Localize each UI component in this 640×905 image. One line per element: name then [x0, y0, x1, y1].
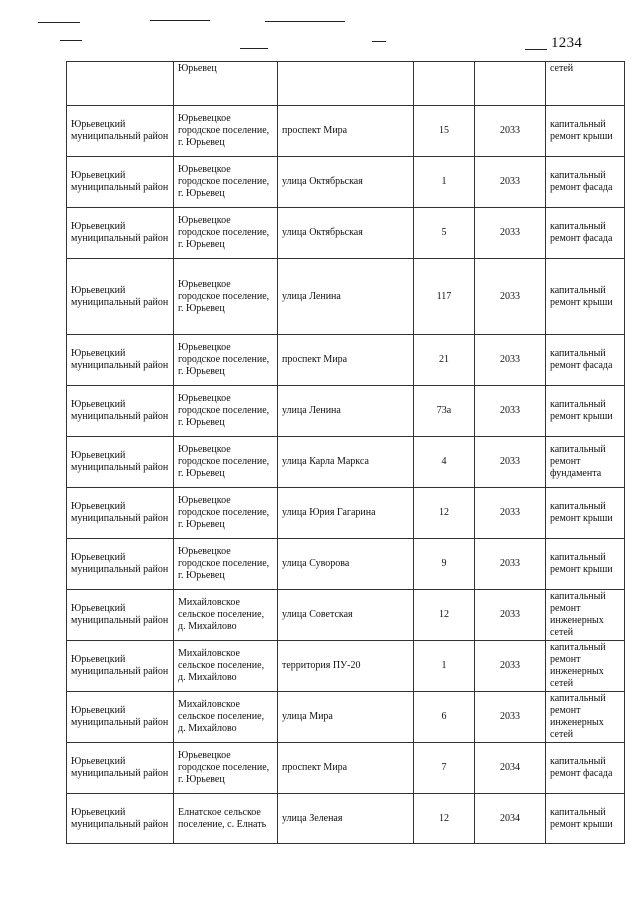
settlement-cell: Юрьевецкое городское поселение, г. Юрьевец	[174, 488, 278, 539]
settlement-cell: Юрьевецкое городское поселение, г. Юрьевец	[174, 743, 278, 794]
house-cell: 12	[414, 590, 475, 641]
repair-schedule-table	[66, 61, 625, 844]
street-cell: улица Ленина	[278, 259, 414, 335]
district-cell: Юрьевецкий муниципальный район	[67, 794, 174, 844]
year-cell: 2033	[475, 590, 546, 641]
street-cell: проспект Мира	[278, 335, 414, 386]
table-row	[67, 386, 625, 437]
year-cell: 2033	[475, 106, 546, 157]
district-cell: Юрьевецкий муниципальный район	[67, 641, 174, 692]
settlement-cell: Юрьевецкое городское поселение, г. Юрьевец	[174, 386, 278, 437]
settlement-cell: Юрьевецкое городское поселение, г. Юрьевец	[174, 259, 278, 335]
work-cell: капитальный ремонт фасада	[546, 743, 625, 794]
house-cell: 9	[414, 539, 475, 590]
street-cell: улица Мира	[278, 692, 414, 743]
district-cell: Юрьевецкий муниципальный район	[67, 488, 174, 539]
work-cell: капитальный ремонт фундамента	[546, 437, 625, 488]
street-cell: улица Советская	[278, 590, 414, 641]
district-cell: Юрьевецкий муниципальный район	[67, 106, 174, 157]
district-cell: Юрьевецкий муниципальный район	[67, 157, 174, 208]
table-row-continued	[67, 62, 625, 106]
settlement-cell: Юрьевецкое городское поселение, г. Юрьевец	[174, 335, 278, 386]
house-cell: 1	[414, 641, 475, 692]
house-cell	[414, 62, 475, 106]
table-row	[67, 437, 625, 488]
street-cell: улица Суворова	[278, 539, 414, 590]
street-cell: улица Октябрьская	[278, 208, 414, 259]
settlement-cell: Юрьевецкое городское поселение, г. Юрьевец	[174, 106, 278, 157]
work-cell: капитальный ремонт инженерных сетей	[546, 692, 625, 743]
house-cell: 1	[414, 157, 475, 208]
year-cell: 2033	[475, 437, 546, 488]
settlement-cell: Юрьевецкое городское поселение, г. Юрьевец	[174, 208, 278, 259]
table-row	[67, 488, 625, 539]
settlement-cell: Михайловское сельское поселение, д. Михайлово	[174, 641, 278, 692]
work-cell: капитальный ремонт крыши	[546, 539, 625, 590]
street-cell: проспект Мира	[278, 106, 414, 157]
table-row	[67, 157, 625, 208]
work-cell: капитальный ремонт инженерных сетей	[546, 641, 625, 692]
street-cell: проспект Мира	[278, 743, 414, 794]
street-cell: улица Зеленая	[278, 794, 414, 844]
year-cell: 2033	[475, 259, 546, 335]
table-row	[67, 259, 625, 335]
house-cell: 5	[414, 208, 475, 259]
table-row	[67, 794, 625, 844]
settlement-cell: Юрьевецкое городское поселение, г. Юрьевец	[174, 437, 278, 488]
house-cell: 21	[414, 335, 475, 386]
street-cell: улица Ленина	[278, 386, 414, 437]
work-cell: сетей	[546, 62, 625, 106]
settlement-cell: Юрьевецкое городское поселение, г. Юрьевец	[174, 539, 278, 590]
district-cell: Юрьевецкий муниципальный район	[67, 335, 174, 386]
table-row	[67, 335, 625, 386]
street-cell: улица Карла Маркса	[278, 437, 414, 488]
district-cell: Юрьевецкий муниципальный район	[67, 539, 174, 590]
work-cell: капитальный ремонт фасада	[546, 335, 625, 386]
settlement-cell: Михайловское сельское поселение, д. Михайлово	[174, 692, 278, 743]
table-row	[67, 208, 625, 259]
district-cell: Юрьевецкий муниципальный район	[67, 692, 174, 743]
work-cell: капитальный ремонт инженерных сетей	[546, 590, 625, 641]
district-cell: Юрьевецкий муниципальный район	[67, 590, 174, 641]
year-cell: 2033	[475, 157, 546, 208]
year-cell: 2033	[475, 539, 546, 590]
work-cell: капитальный ремонт крыши	[546, 259, 625, 335]
house-cell: 15	[414, 106, 475, 157]
scan-artifact-lines	[0, 0, 640, 60]
work-cell: капитальный ремонт фасада	[546, 208, 625, 259]
work-cell: капитальный ремонт фасада	[546, 157, 625, 208]
table-row	[67, 539, 625, 590]
settlement-cell: Михайловское сельское поселение, д. Михайлово	[174, 590, 278, 641]
year-cell: 2033	[475, 335, 546, 386]
table-body	[67, 62, 625, 844]
district-cell: Юрьевецкий муниципальный район	[67, 259, 174, 335]
page-number: 1234	[551, 35, 583, 51]
street-cell: улица Октябрьская	[278, 157, 414, 208]
house-cell: 12	[414, 488, 475, 539]
settlement-cell: Юрьевецкое городское поселение, г. Юрьевец	[174, 157, 278, 208]
year-cell: 2033	[475, 386, 546, 437]
house-cell: 73а	[414, 386, 475, 437]
district-cell: Юрьевецкий муниципальный район	[67, 437, 174, 488]
year-cell: 2034	[475, 743, 546, 794]
district-cell: Юрьевецкий муниципальный район	[67, 743, 174, 794]
street-cell: территория ПУ-20	[278, 641, 414, 692]
work-cell: капитальный ремонт крыши	[546, 794, 625, 844]
house-cell: 12	[414, 794, 475, 844]
settlement-cell: Елнатское сельское поселение, с. Елнать	[174, 794, 278, 844]
year-cell: 2033	[475, 488, 546, 539]
work-cell: капитальный ремонт крыши	[546, 488, 625, 539]
table-row	[67, 641, 625, 692]
table-row	[67, 743, 625, 794]
table-row	[67, 590, 625, 641]
district-cell: Юрьевецкий муниципальный район	[67, 208, 174, 259]
district-cell	[67, 62, 174, 106]
year-cell: 2033	[475, 208, 546, 259]
year-cell: 2033	[475, 692, 546, 743]
street-cell: улица Юрия Гагарина	[278, 488, 414, 539]
table-row	[67, 106, 625, 157]
house-cell: 117	[414, 259, 475, 335]
house-cell: 7	[414, 743, 475, 794]
year-cell	[475, 62, 546, 106]
work-cell: капитальный ремонт крыши	[546, 106, 625, 157]
street-cell	[278, 62, 414, 106]
work-cell: капитальный ремонт крыши	[546, 386, 625, 437]
settlement-cell: Юрьевец	[174, 62, 278, 106]
year-cell: 2034	[475, 794, 546, 844]
house-cell: 6	[414, 692, 475, 743]
house-cell: 4	[414, 437, 475, 488]
table-row	[67, 692, 625, 743]
year-cell: 2033	[475, 641, 546, 692]
district-cell: Юрьевецкий муниципальный район	[67, 386, 174, 437]
